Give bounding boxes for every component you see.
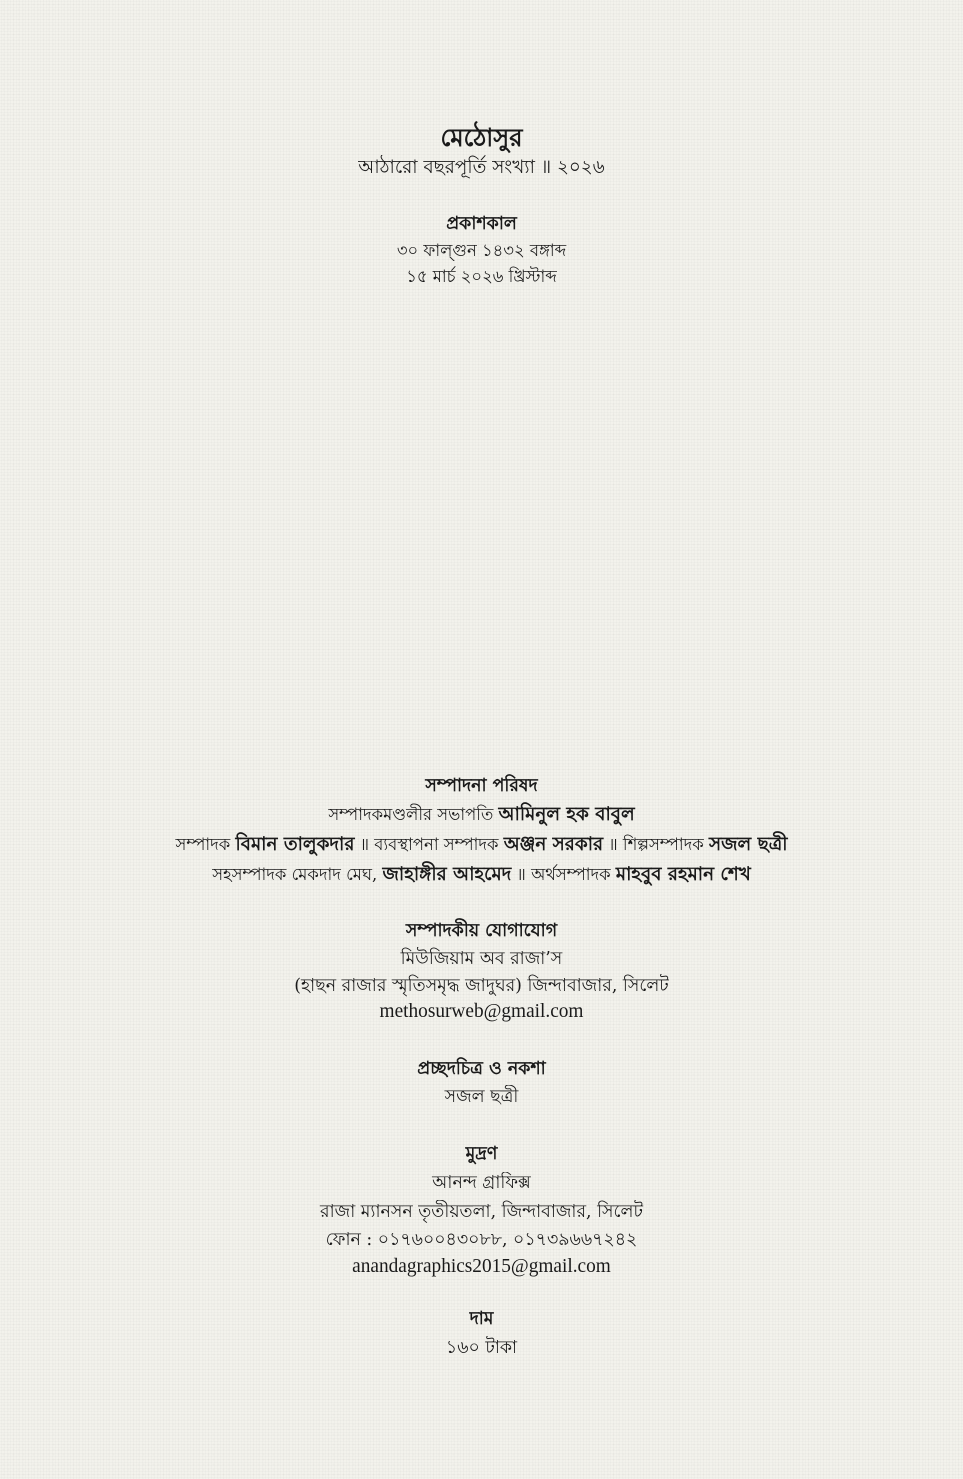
separator: ॥ (516, 865, 526, 885)
bangla-date: ৩০ ফাল্গুন ১৪৩২ বঙ্গাব্দ (396, 241, 567, 261)
associate-editor-name-1: মেকদাদ মেঘ, (291, 865, 378, 885)
price-heading: দাম (469, 1308, 494, 1329)
price-section (0, 1305, 963, 1363)
printing-heading: মুদ্রণ (465, 1143, 498, 1164)
press-email: anandagraphics2015@gmail.com (352, 1255, 611, 1277)
contact-line-1: মিউজিয়াম অব রাজা’স (400, 948, 563, 969)
editor-role: সম্পাদক (175, 835, 231, 855)
press-name: আনন্দ গ্রাফিক্স (432, 1172, 531, 1193)
press-address: রাজা ম্যানসন তৃতীয়তলা, জিন্দাবাজার, সিলেট (320, 1201, 643, 1222)
associate-editor-role: সহসম্পাদক (212, 865, 287, 885)
finance-editor-name: মাহবুব রহমান শেখ (615, 863, 751, 885)
cover-heading: প্রচ্ছদচিত্র ও নকশা (417, 1058, 546, 1079)
contact-email: methosurweb@gmail.com (379, 1000, 584, 1022)
editor-name: বিমান তালুকদার (235, 833, 355, 855)
issue-subtitle: আঠারো বছরপূর্তি সংখ্যা ॥ ২০২৬ (358, 156, 605, 178)
contact-line-2: (হাছন রাজার স্মৃতিসমৃদ্ধ জাদুঘর) জিন্দাবাজার, সিলেট (294, 975, 669, 996)
finance-editor-role: অর্থসম্পাদক (531, 865, 611, 885)
contact-heading: সম্পাদকীয় যোগাযোগ (405, 920, 558, 941)
editorial-board-heading: সম্পাদনা পরিষদ (425, 775, 538, 796)
managing-editor-name: অঞ্জন সরকার (503, 833, 604, 855)
price-value: ১৬০ টাকা (445, 1337, 518, 1358)
chair-line (17, 800, 947, 830)
managing-editor-role: ব্যবস্থাপনা সম্পাদক (374, 835, 499, 855)
masthead (0, 122, 963, 180)
editorial-board-section (0, 772, 963, 890)
art-editor-name: সজল ছত্রী (708, 833, 788, 855)
separator: ॥ (359, 835, 369, 855)
cover-section (0, 1055, 963, 1111)
separator: ॥ (608, 835, 618, 855)
magazine-title: মেঠোসুর (440, 123, 523, 152)
printing-section (0, 1140, 963, 1278)
chair-name: আমিনুল হক বাবুল (498, 803, 635, 825)
publication-date-section (0, 210, 963, 290)
press-phone: ফোন : ০১৭৬০০৪৩০৮৮, ০১৭৩৯৬৬৭২৪২ (325, 1229, 638, 1250)
editorial-contact-section (0, 917, 963, 1024)
chair-role: সম্পাদকমণ্ডলীর সভাপতি (328, 805, 494, 825)
publication-heading: প্রকাশকাল (446, 213, 517, 234)
associates-line (17, 860, 947, 890)
editors-line (17, 830, 947, 860)
cover-artist: সজল ছত্রী (444, 1086, 519, 1107)
associate-editor-name-2: জাহাঙ্গীর আহমেদ (382, 863, 512, 885)
art-editor-role: শিল্পসম্পাদক (622, 835, 704, 855)
english-date: ১৫ মার্চ ২০২৬ খ্রিস্টাব্দ (406, 267, 557, 287)
